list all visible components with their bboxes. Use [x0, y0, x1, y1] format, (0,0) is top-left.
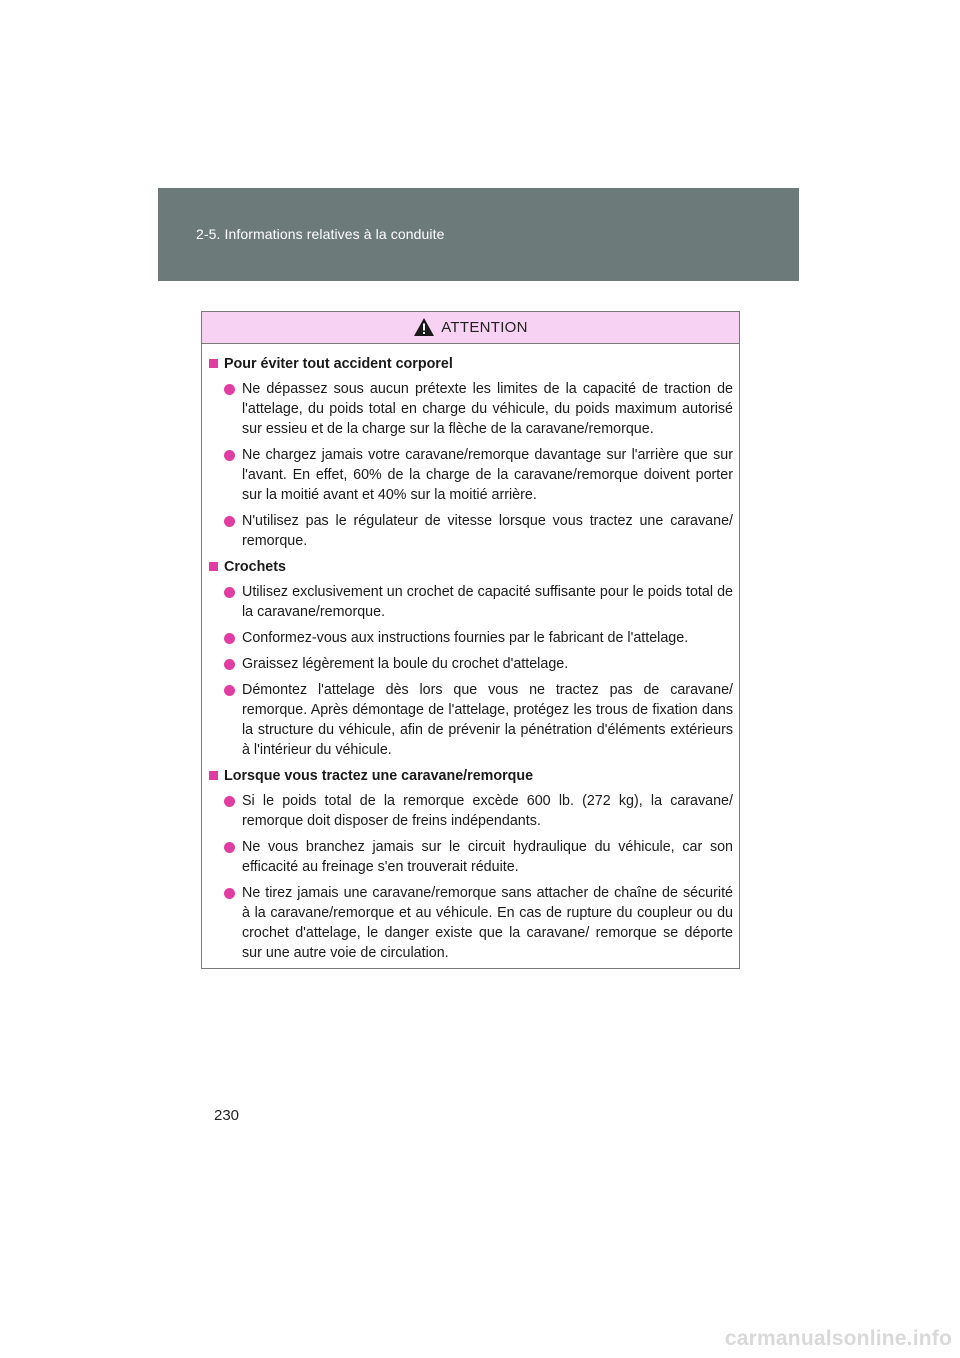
section-heading: Crochets	[224, 559, 286, 575]
list-item: Utilisez exclusivement un crochet de capacité suffisante pour le poids total de la caravane/remorque.	[209, 582, 733, 622]
list-item: Ne vous branchez jamais sur le circuit hydraulique du véhicule, car son efficacité au freinage s'en trouverait réduite.	[209, 837, 733, 877]
list-item: Ne tirez jamais une caravane/remorque sans attacher de chaîne de sécurité à la caravane/remorque et au véhicule. En cas de rupture du coupleur ou du crochet d'attelage, le danger existe que la caravane/ remorque se déporte sur une autre voie de circulation.	[209, 883, 733, 963]
section-heading: Lorsque vous tractez une caravane/remorque	[224, 768, 534, 784]
round-bullet-icon	[224, 842, 235, 853]
round-bullet-icon	[224, 888, 235, 899]
section-title: 2-5. Informations relatives à la conduite	[196, 226, 445, 242]
attention-body	[202, 344, 739, 963]
list-item: Graissez légèrement la boule du crochet d'attelage.	[209, 654, 733, 674]
header-band	[158, 188, 799, 281]
round-bullet-icon	[224, 450, 235, 461]
watermark: carmanualsonline.info	[724, 1327, 952, 1350]
list-item: Ne dépassez sous aucun prétexte les limites de la capacité de traction de l'attelage, du poids total en charge du véhicule, du poids maximum autorisé sur essieu et de la charge sur la flèche de la caravane/remorque.	[209, 379, 733, 439]
section-heading: Pour éviter tout accident corporel	[224, 356, 453, 372]
section-accident	[209, 354, 733, 551]
attention-header	[202, 312, 739, 344]
square-bullet-icon	[209, 359, 218, 368]
list-item: N'utilisez pas le régulateur de vitesse lorsque vous tractez une caravane/ remorque.	[209, 511, 733, 551]
round-bullet-icon	[224, 516, 235, 527]
round-bullet-icon	[224, 796, 235, 807]
square-bullet-icon	[209, 562, 218, 571]
round-bullet-icon	[224, 659, 235, 670]
list-item: Conformez-vous aux instructions fournies par le fabricant de l'attelage.	[209, 628, 733, 648]
attention-box	[201, 311, 740, 969]
round-bullet-icon	[224, 633, 235, 644]
page-number: 230	[214, 1107, 240, 1124]
attention-title: ATTENTION	[441, 319, 528, 336]
list-item: Si le poids total de la remorque excède 600 lb. (272 kg), la caravane/ remorque doit disposer de freins indépendants.	[209, 791, 733, 831]
section-towing	[209, 766, 733, 963]
round-bullet-icon	[224, 384, 235, 395]
round-bullet-icon	[224, 685, 235, 696]
section-crochets	[209, 557, 733, 760]
list-item: Démontez l'attelage dès lors que vous ne tractez pas de caravane/ remorque. Après démontage de l'attelage, protégez les trous de fixation dans la structure du véhicule, afin de prévenir la pénétration d'éléments extérieurs à l'intérieur du véhicule.	[209, 680, 733, 760]
warning-triangle-icon	[413, 317, 435, 337]
square-bullet-icon	[209, 771, 218, 780]
list-item: Ne chargez jamais votre caravane/remorque davantage sur l'arrière que sur l'avant. En effet, 60% de la charge de la caravane/remorque doivent porter sur la moitié avant et 40% sur la moitié arrière.	[209, 445, 733, 505]
round-bullet-icon	[224, 587, 235, 598]
